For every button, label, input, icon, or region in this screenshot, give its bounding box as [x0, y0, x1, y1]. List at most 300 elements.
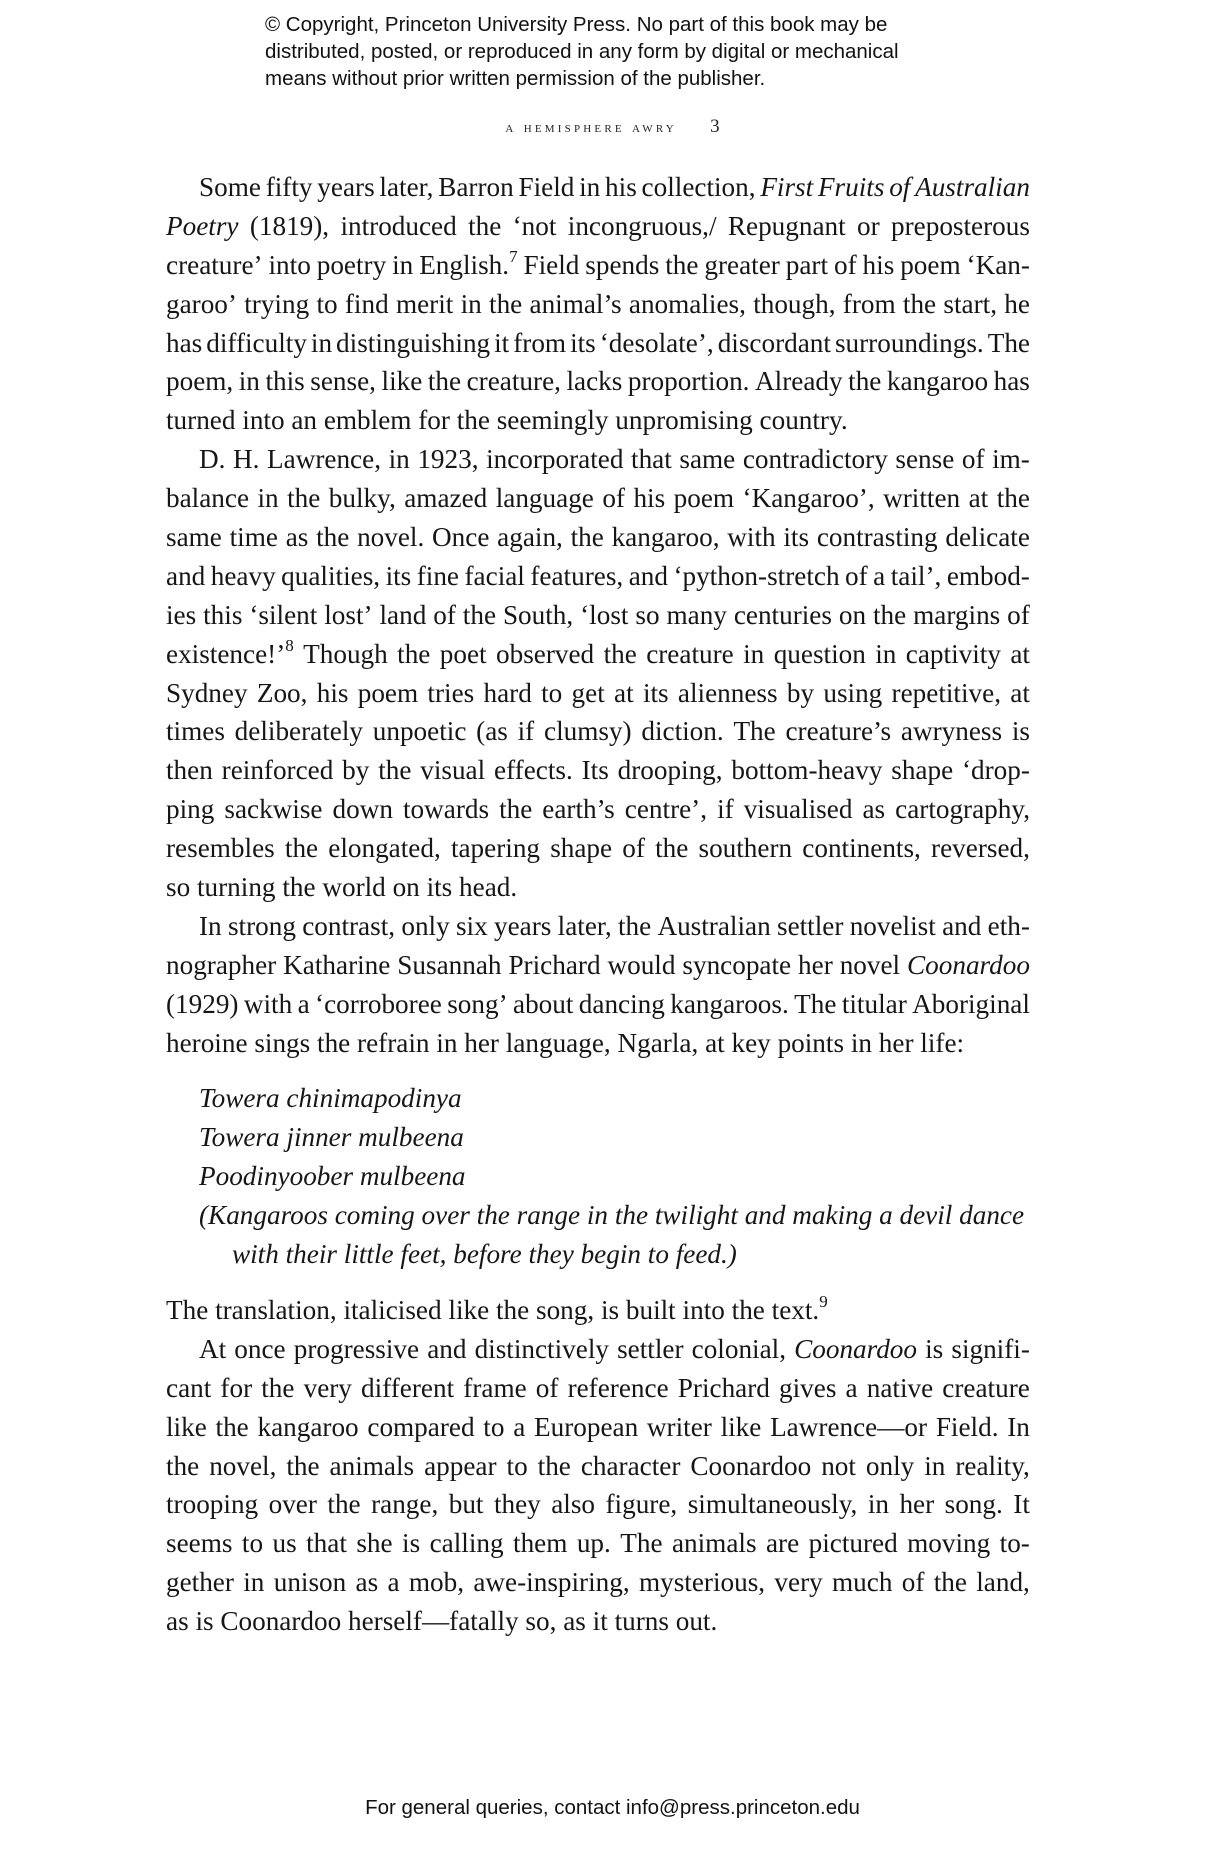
- word: the: [286, 1450, 320, 1481]
- word: the: [397, 638, 431, 669]
- word: has: [993, 366, 1030, 397]
- word-space: [276, 868, 283, 907]
- page-number: 3: [710, 116, 720, 137]
- word: Fruits: [817, 172, 885, 202]
- word: its: [642, 677, 669, 708]
- word: start,: [943, 288, 997, 319]
- word: anomalies,: [628, 288, 746, 319]
- word: native: [866, 1372, 934, 1403]
- word: Coonardoo: [690, 1450, 812, 1481]
- word: to: [506, 1450, 528, 1481]
- word: of: [961, 444, 985, 475]
- copyright-line: distributed, posted, or reproduced in any form by digital or mechanical: [265, 40, 899, 63]
- word: his: [316, 677, 349, 708]
- word: in: [392, 249, 414, 280]
- word: the: [282, 872, 316, 903]
- word: of: [1007, 599, 1030, 630]
- word: her: [464, 1027, 499, 1058]
- word-space: [341, 1602, 348, 1641]
- word: the: [499, 794, 533, 825]
- text-line: [166, 1291, 1030, 1330]
- word: the: [166, 1450, 200, 1481]
- word: mob,: [408, 1567, 465, 1598]
- text-line: [166, 207, 1030, 246]
- word: with: [243, 988, 293, 1019]
- word: turns: [614, 1606, 669, 1637]
- word: at: [614, 677, 634, 708]
- word: very: [303, 1372, 352, 1403]
- word: in: [310, 327, 333, 358]
- word: into: [242, 405, 285, 436]
- word: the: [873, 599, 907, 630]
- word: of: [889, 172, 911, 202]
- text-line: [166, 246, 1030, 285]
- word-space: [248, 1024, 255, 1063]
- word: once: [234, 1333, 286, 1364]
- word: signifi-: [951, 1333, 1030, 1364]
- copyright-notice: [265, 11, 1025, 92]
- copyright-line: © Copyright, Princeton University Press. No part of this book may be: [265, 13, 888, 36]
- text-line: [166, 557, 1030, 596]
- word: trooping: [166, 1489, 259, 1520]
- word: her: [899, 1489, 935, 1520]
- word: for: [418, 405, 450, 436]
- word: shape: [891, 755, 954, 786]
- word: incongruous,/: [567, 210, 717, 241]
- word-space: [519, 1602, 526, 1641]
- word-space: [420, 868, 427, 907]
- word: of: [845, 560, 868, 591]
- word: find: [344, 288, 389, 319]
- word: the: [731, 1294, 765, 1325]
- paragraph: [166, 907, 1030, 1063]
- word-space: [872, 1024, 879, 1063]
- word: nographer: [166, 949, 277, 980]
- word: garoo’: [166, 288, 237, 319]
- text-line: [166, 635, 1030, 674]
- word: figure,: [605, 1489, 678, 1520]
- word: shape: [550, 833, 613, 864]
- word: as: [563, 1606, 586, 1637]
- word: its: [570, 327, 596, 358]
- word: for: [220, 1372, 253, 1403]
- word: spends: [585, 249, 660, 280]
- word-space: [669, 1602, 676, 1641]
- word: settler: [776, 910, 844, 941]
- word: Coonardoo: [907, 949, 1030, 980]
- word: unpromising: [615, 405, 753, 436]
- word: the: [378, 755, 412, 786]
- text-line: [166, 401, 1030, 440]
- word: heroine: [166, 1027, 248, 1058]
- word: its: [385, 560, 412, 591]
- word: in: [850, 1027, 872, 1058]
- word: Ngarla,: [617, 1027, 699, 1058]
- word: up.: [576, 1528, 611, 1559]
- text-line: [166, 285, 1030, 324]
- word: many: [666, 599, 727, 630]
- word: the: [489, 288, 523, 319]
- word: calling: [429, 1528, 504, 1559]
- word: so: [166, 872, 191, 903]
- word: the: [316, 522, 350, 553]
- word-space: [235, 401, 242, 440]
- word: deliberately: [234, 716, 363, 747]
- word: clumsy): [544, 716, 632, 747]
- word: of: [433, 599, 456, 630]
- word: to: [541, 677, 563, 708]
- word-space: [499, 1024, 506, 1063]
- word: his: [862, 249, 895, 280]
- paragraphs-before-song: [166, 168, 1030, 1062]
- word: has: [166, 327, 203, 358]
- paragraphs-after-song: [166, 1291, 1030, 1641]
- word: ‘lost: [580, 599, 629, 630]
- paragraph: [166, 440, 1030, 907]
- word: the: [902, 288, 937, 319]
- word: Coonardoo: [794, 1333, 917, 1364]
- word: land,: [976, 1567, 1030, 1598]
- word: settler: [617, 1333, 684, 1364]
- word: seems: [166, 1528, 233, 1559]
- word: (as: [476, 716, 508, 747]
- word: they: [493, 1489, 541, 1520]
- word: from: [513, 327, 567, 358]
- text-line: [166, 1602, 1030, 1641]
- word: awryness: [900, 716, 1003, 747]
- word: titular: [841, 988, 907, 1019]
- word: its: [426, 872, 453, 903]
- word: song’: [447, 988, 508, 1019]
- word: herself—fatally: [348, 1606, 519, 1637]
- word: incorporated: [486, 444, 624, 475]
- word: the: [933, 1567, 967, 1598]
- word: the: [848, 366, 882, 397]
- word: this: [203, 599, 243, 630]
- word: in: [460, 288, 482, 319]
- paragraph: [166, 168, 1030, 440]
- word: ‘python-stretch: [673, 560, 840, 591]
- word: into: [682, 1294, 725, 1325]
- word: appear: [424, 1450, 497, 1481]
- word: by: [342, 755, 370, 786]
- word: years: [493, 910, 552, 941]
- word: different: [361, 1372, 455, 1403]
- word: only: [401, 910, 450, 941]
- word: syncopate: [682, 949, 792, 980]
- word: poem: [673, 483, 735, 514]
- word: creature: [646, 638, 734, 669]
- word: continents,: [802, 833, 921, 864]
- footnote-marker: 8: [285, 635, 294, 655]
- word: the: [287, 483, 321, 514]
- word: H.: [233, 444, 260, 475]
- song-translation-line: with their little feet, before they begin to feed.): [232, 1239, 737, 1270]
- word: centuries: [733, 599, 832, 630]
- word-space: [350, 1024, 357, 1063]
- text-line: [166, 674, 1030, 713]
- paragraph: [166, 1291, 1030, 1330]
- word: as: [166, 1606, 189, 1637]
- word: in: [388, 444, 410, 475]
- word: visual: [420, 755, 486, 786]
- word: earth’s: [542, 794, 615, 825]
- text-line: [166, 440, 1030, 479]
- word: dancing: [578, 988, 665, 1019]
- word: mysterious,: [638, 1567, 766, 1598]
- word: it: [592, 1606, 608, 1637]
- word: the: [284, 833, 319, 864]
- word: strong: [227, 910, 296, 941]
- word-space: [529, 1291, 536, 1330]
- word-space: [189, 1602, 196, 1641]
- word: get: [571, 677, 605, 708]
- word: translation,: [215, 1294, 337, 1325]
- word: reversed,: [931, 833, 1030, 864]
- word: Australian: [657, 910, 771, 941]
- word: a: [387, 1567, 400, 1598]
- word: novel.: [357, 522, 425, 553]
- word: Field.: [935, 1411, 999, 1442]
- word: amazed: [404, 483, 488, 514]
- word-space: [411, 401, 418, 440]
- word: to: [483, 1411, 505, 1442]
- word: years: [317, 172, 375, 202]
- word: as: [285, 522, 309, 553]
- word: the: [665, 249, 699, 280]
- word: (1929): [166, 988, 239, 1019]
- word: Sydney: [166, 677, 248, 708]
- word: in: [257, 483, 279, 514]
- word: text.$^9$: [771, 1292, 828, 1325]
- word-space: [214, 1602, 221, 1641]
- word: at: [1010, 677, 1030, 708]
- word: Barron: [438, 172, 514, 202]
- word: creature,: [466, 366, 561, 397]
- word: repetitive,: [891, 677, 1002, 708]
- word: kangaroos.: [670, 988, 789, 1019]
- word: Aboriginal: [912, 988, 1030, 1019]
- word-space: [619, 1291, 626, 1330]
- text-line: [166, 518, 1030, 557]
- word: Poetry: [166, 210, 239, 241]
- word: key: [731, 1027, 771, 1058]
- word: reinforced: [221, 755, 334, 786]
- word: balance: [166, 483, 250, 514]
- word: he: [1004, 288, 1030, 319]
- word-space: [698, 1024, 705, 1063]
- word: and: [942, 910, 982, 941]
- word: The: [987, 327, 1030, 358]
- word: novel,: [209, 1450, 277, 1481]
- word: South,: [502, 599, 574, 630]
- word-space: [611, 1024, 618, 1063]
- word: in: [924, 1450, 946, 1481]
- word: introduced: [340, 210, 457, 241]
- text-line: [166, 1447, 1030, 1486]
- text-line: [166, 907, 1030, 946]
- word: them: [513, 1528, 568, 1559]
- word-space: [586, 1602, 593, 1641]
- word: she: [356, 1528, 393, 1559]
- word: fifty: [265, 172, 313, 202]
- word: head.: [459, 872, 518, 903]
- word: also: [551, 1489, 596, 1520]
- word: Repugnant: [727, 210, 846, 241]
- word: like: [448, 1294, 490, 1325]
- word: part: [785, 249, 829, 280]
- word: moving: [907, 1528, 991, 1559]
- paragraph: [166, 1330, 1030, 1641]
- word-space: [725, 1024, 732, 1063]
- word-space: [430, 1024, 437, 1063]
- word: song,: [535, 1294, 595, 1325]
- text-line: [166, 985, 1030, 1024]
- word: six: [455, 910, 488, 941]
- word: tail’,: [890, 560, 942, 591]
- word: the: [570, 522, 604, 553]
- word: a: [513, 1411, 526, 1442]
- word-space: [676, 1291, 683, 1330]
- running-head: [0, 116, 1225, 138]
- word: lost’: [324, 599, 373, 630]
- text-line: [166, 1330, 1030, 1369]
- word: by: [786, 677, 815, 708]
- word: sings: [254, 1027, 311, 1058]
- word: awe-inspiring,: [473, 1567, 630, 1598]
- word: southern: [698, 833, 793, 864]
- word: with: [727, 522, 776, 553]
- word: Some: [199, 172, 261, 202]
- word: of: [535, 1372, 559, 1403]
- word: kangaroo: [886, 366, 989, 397]
- text-line: [166, 324, 1030, 363]
- word: animals: [329, 1450, 415, 1481]
- word: difficulty: [206, 327, 307, 358]
- word: in: [867, 1489, 889, 1520]
- word: features,: [530, 560, 624, 591]
- word: it: [494, 327, 510, 358]
- footer-contact: For general queries, contact info@press.princeton.edu: [365, 1796, 860, 1819]
- word: tries: [427, 677, 475, 708]
- word: turning: [196, 872, 276, 903]
- word: lacks: [566, 366, 623, 397]
- word: gives: [779, 1372, 837, 1403]
- word: of: [833, 249, 857, 280]
- word: times: [166, 716, 225, 747]
- word: in: [238, 366, 260, 397]
- word: delicate: [945, 522, 1030, 553]
- word: colonial,: [691, 1333, 787, 1364]
- word: margins: [913, 599, 1001, 630]
- word: bulky,: [328, 483, 396, 514]
- word: not: [821, 1450, 856, 1481]
- word: using: [823, 677, 883, 708]
- word: at: [1010, 638, 1030, 669]
- word: The: [620, 1528, 663, 1559]
- word: language: [495, 483, 594, 514]
- word: ping: [166, 794, 215, 825]
- word: Lawrence,: [267, 444, 381, 475]
- word: cant: [166, 1372, 212, 1403]
- word: poem: [357, 677, 419, 708]
- word: compared: [367, 1411, 475, 1442]
- word: drooping,: [617, 755, 723, 786]
- word: same: [679, 444, 736, 475]
- footnote-marker: 9: [819, 1292, 828, 1312]
- text-line: [166, 1024, 1030, 1063]
- word: into: [268, 249, 311, 280]
- word-space: [844, 1024, 851, 1063]
- word: a: [873, 560, 886, 591]
- footnote-marker: 7: [509, 246, 518, 266]
- word-space: [914, 1024, 921, 1063]
- word: In: [1007, 1411, 1030, 1442]
- word: proportion.: [627, 366, 750, 397]
- word: ‘Kan-: [966, 249, 1030, 280]
- word: again,: [497, 522, 563, 553]
- word-space: [771, 1024, 778, 1063]
- text-line: [166, 829, 1030, 868]
- word: ‘drop-: [961, 755, 1030, 786]
- word: of: [622, 833, 645, 864]
- word-space: [753, 401, 760, 440]
- word: im-: [992, 444, 1030, 475]
- word: and: [628, 560, 668, 591]
- word: the: [462, 599, 497, 630]
- word: is: [402, 1528, 421, 1559]
- word: seemingly: [496, 405, 609, 436]
- word: contrasting: [816, 522, 938, 553]
- song-line: Towera jinner mulbeena: [199, 1122, 464, 1153]
- word: alienness: [677, 677, 778, 708]
- word: embod-: [946, 560, 1030, 591]
- word-space: [317, 401, 324, 440]
- word: is: [600, 1294, 620, 1325]
- word: as: [862, 794, 886, 825]
- word: the: [996, 483, 1030, 514]
- word: if: [517, 716, 535, 747]
- song-translation-line: (Kangaroos coming over the range in the twilight and making a devil dance: [199, 1200, 1025, 1231]
- word: distinguishing: [336, 327, 491, 358]
- word: on: [392, 872, 420, 903]
- word-space: [386, 868, 393, 907]
- word: simultaneously,: [687, 1489, 858, 1520]
- text-line: [166, 168, 1030, 207]
- word: would: [607, 949, 676, 980]
- word: In: [199, 910, 222, 941]
- word-space: [442, 1291, 449, 1330]
- word: that: [306, 1528, 347, 1559]
- word: his: [633, 483, 666, 514]
- text-line: [166, 790, 1030, 829]
- word: Prichard: [677, 1372, 770, 1403]
- word: very: [774, 1567, 823, 1598]
- word: preposterous: [891, 210, 1030, 241]
- text-line: [166, 1485, 1030, 1524]
- word: ‘corroboree: [315, 988, 442, 1019]
- word-space: [556, 1602, 563, 1641]
- word: language,: [505, 1027, 611, 1058]
- word: ‘not: [512, 210, 557, 241]
- word-space: [725, 1291, 732, 1330]
- word: a: [845, 1372, 858, 1403]
- text-line: [166, 479, 1030, 518]
- word: Susannah: [397, 949, 502, 980]
- word: emblem: [323, 405, 412, 436]
- word: like: [720, 1411, 762, 1442]
- word: The: [166, 1294, 209, 1325]
